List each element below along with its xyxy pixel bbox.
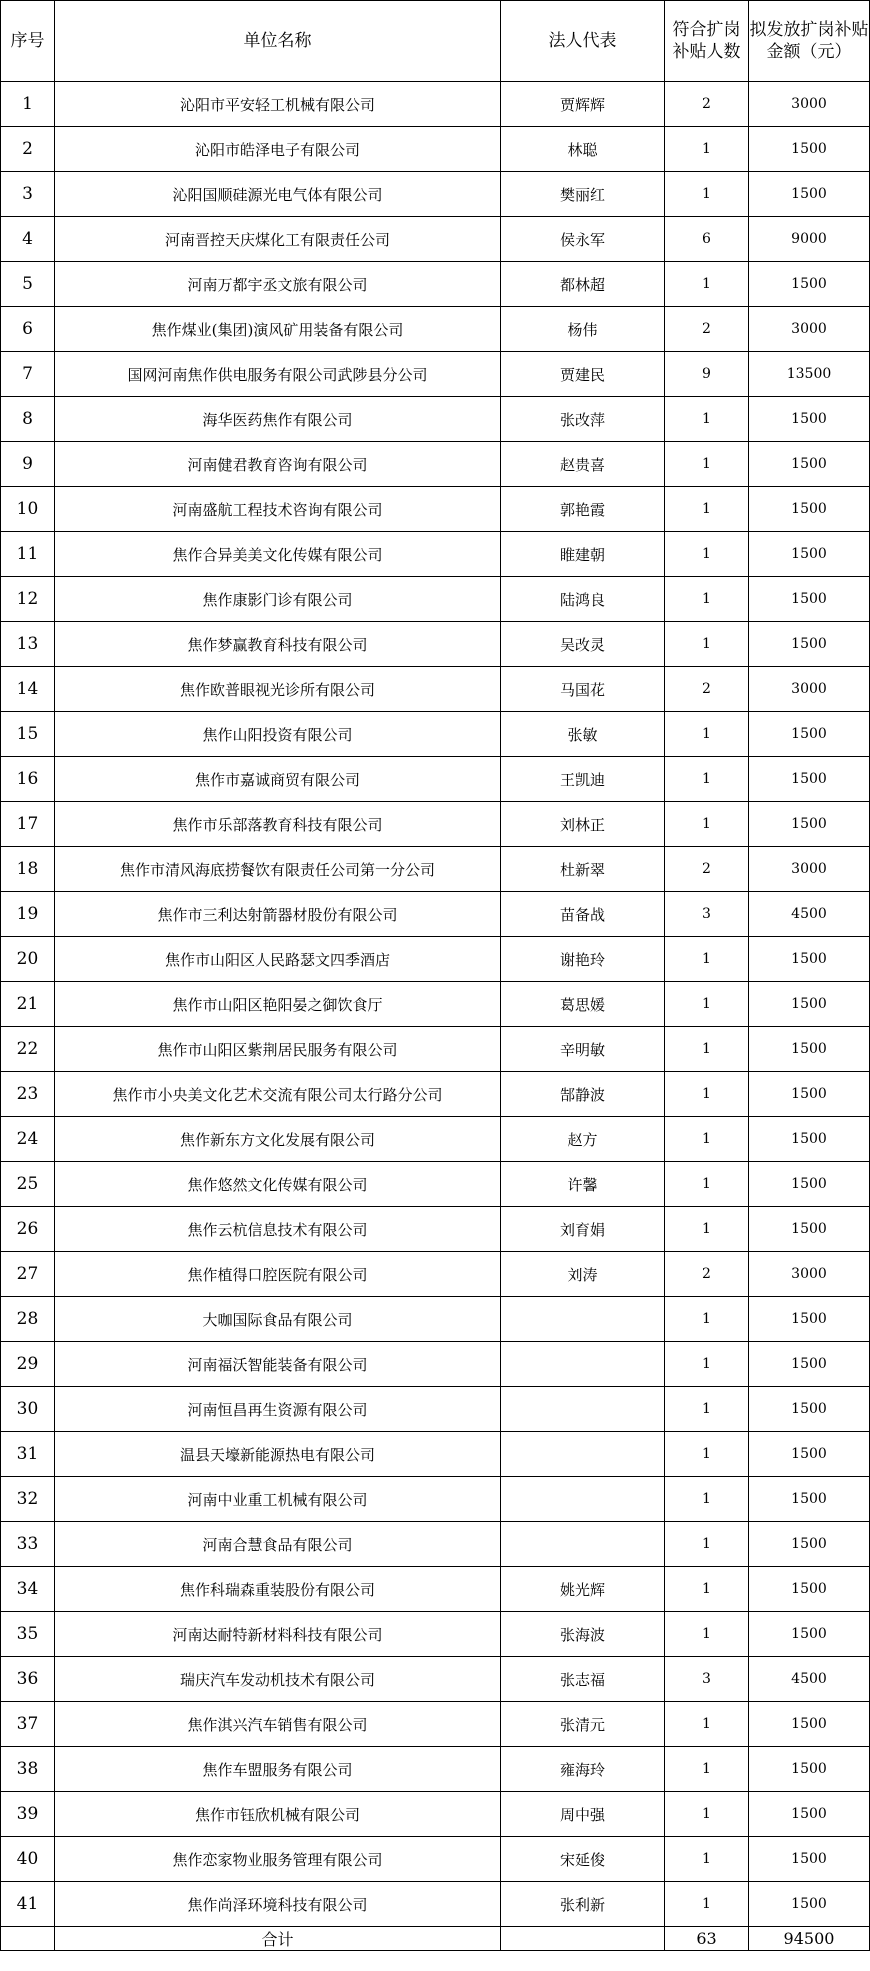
row-company-name: 温县天壕新能源热电有限公司: [55, 1432, 501, 1477]
table-row: [1, 1072, 870, 1117]
row-eligible-count: 1: [665, 1747, 749, 1792]
row-legal-rep: 张改萍: [501, 397, 665, 442]
row-company-name: 焦作欧普眼视光诊所有限公司: [55, 667, 501, 712]
row-index: 12: [1, 577, 55, 622]
row-subsidy-amount: 1500: [749, 127, 870, 172]
row-legal-rep: 张利新: [501, 1882, 665, 1927]
row-eligible-count: 1: [665, 397, 749, 442]
table-row: [1, 172, 870, 217]
row-legal-rep: 宋延俊: [501, 1837, 665, 1882]
row-eligible-count: 1: [665, 1342, 749, 1387]
row-subsidy-amount: 1500: [749, 172, 870, 217]
row-company-name: 河南合慧食品有限公司: [55, 1522, 501, 1567]
row-eligible-count: 2: [665, 1252, 749, 1297]
row-legal-rep: [501, 1477, 665, 1522]
row-eligible-count: 1: [665, 262, 749, 307]
row-legal-rep: 吴改灵: [501, 622, 665, 667]
row-legal-rep: 侯永军: [501, 217, 665, 262]
table-row: [1, 82, 870, 127]
row-subsidy-amount: 1500: [749, 262, 870, 307]
table-body: [1, 82, 870, 1927]
row-index: 33: [1, 1522, 55, 1567]
row-index: 27: [1, 1252, 55, 1297]
row-subsidy-amount: 1500: [749, 937, 870, 982]
row-eligible-count: 2: [665, 307, 749, 352]
row-eligible-count: 3: [665, 1657, 749, 1702]
row-eligible-count: 1: [665, 1072, 749, 1117]
row-company-name: 河南恒昌再生资源有限公司: [55, 1387, 501, 1432]
row-index: 23: [1, 1072, 55, 1117]
table-row: [1, 1702, 870, 1747]
table-row: [1, 1162, 870, 1207]
row-eligible-count: 1: [665, 172, 749, 217]
row-subsidy-amount: 3000: [749, 307, 870, 352]
row-legal-rep: 张海波: [501, 1612, 665, 1657]
row-index: 32: [1, 1477, 55, 1522]
table-row: [1, 487, 870, 532]
row-index: 37: [1, 1702, 55, 1747]
row-subsidy-amount: 1500: [749, 802, 870, 847]
table-row: [1, 757, 870, 802]
table-row: [1, 577, 870, 622]
row-company-name: 河南万都宇丞文旅有限公司: [55, 262, 501, 307]
row-index: 31: [1, 1432, 55, 1477]
row-legal-rep: 谢艳玲: [501, 937, 665, 982]
row-legal-rep: 张敏: [501, 712, 665, 757]
row-subsidy-amount: 13500: [749, 352, 870, 397]
row-eligible-count: 1: [665, 622, 749, 667]
header-eligible-count: 符合扩岗补贴人数: [665, 1, 749, 82]
header-legal-rep: 法人代表: [501, 1, 665, 82]
row-eligible-count: 1: [665, 1567, 749, 1612]
table-row: [1, 1207, 870, 1252]
row-company-name: 河南达耐特新材料科技有限公司: [55, 1612, 501, 1657]
row-company-name: 大咖国际食品有限公司: [55, 1297, 501, 1342]
row-legal-rep: 姚光辉: [501, 1567, 665, 1612]
row-eligible-count: 1: [665, 982, 749, 1027]
row-subsidy-amount: 3000: [749, 1252, 870, 1297]
total-index-cell: [1, 1927, 55, 1951]
row-eligible-count: 1: [665, 757, 749, 802]
row-legal-rep: 苗备战: [501, 892, 665, 937]
row-index: 21: [1, 982, 55, 1027]
row-subsidy-amount: 1500: [749, 1702, 870, 1747]
row-index: 4: [1, 217, 55, 262]
row-subsidy-amount: 1500: [749, 622, 870, 667]
row-index: 40: [1, 1837, 55, 1882]
total-amount: 94500: [749, 1927, 870, 1951]
row-company-name: 焦作梦赢教育科技有限公司: [55, 622, 501, 667]
row-subsidy-amount: 1500: [749, 1387, 870, 1432]
row-company-name: 焦作山阳投资有限公司: [55, 712, 501, 757]
row-eligible-count: 1: [665, 487, 749, 532]
table-row: [1, 1837, 870, 1882]
row-subsidy-amount: 1500: [749, 1612, 870, 1657]
table-row: [1, 127, 870, 172]
table-row: [1, 1252, 870, 1297]
row-index: 8: [1, 397, 55, 442]
row-subsidy-amount: 1500: [749, 712, 870, 757]
table-row: [1, 1342, 870, 1387]
row-legal-rep: [501, 1522, 665, 1567]
table-row: [1, 262, 870, 307]
row-eligible-count: 9: [665, 352, 749, 397]
row-index: 29: [1, 1342, 55, 1387]
row-eligible-count: 2: [665, 847, 749, 892]
table-row: [1, 622, 870, 667]
row-company-name: 河南福沃智能装备有限公司: [55, 1342, 501, 1387]
total-rep-cell: [501, 1927, 665, 1951]
row-subsidy-amount: 9000: [749, 217, 870, 262]
row-subsidy-amount: 1500: [749, 1792, 870, 1837]
header-row: [1, 1, 870, 82]
table-row: [1, 397, 870, 442]
row-legal-rep: 林聪: [501, 127, 665, 172]
row-index: 25: [1, 1162, 55, 1207]
row-index: 17: [1, 802, 55, 847]
row-index: 5: [1, 262, 55, 307]
row-subsidy-amount: 1500: [749, 1837, 870, 1882]
row-index: 39: [1, 1792, 55, 1837]
row-subsidy-amount: 1500: [749, 1567, 870, 1612]
row-eligible-count: 1: [665, 532, 749, 577]
row-eligible-count: 1: [665, 1477, 749, 1522]
row-index: 38: [1, 1747, 55, 1792]
row-company-name: 焦作市乐部落教育科技有限公司: [55, 802, 501, 847]
row-company-name: 焦作市山阳区紫荆居民服务有限公司: [55, 1027, 501, 1072]
row-index: 16: [1, 757, 55, 802]
row-subsidy-amount: 1500: [749, 1117, 870, 1162]
row-company-name: 焦作康影门诊有限公司: [55, 577, 501, 622]
row-company-name: 河南晋控天庆煤化工有限责任公司: [55, 217, 501, 262]
row-company-name: 焦作新东方文化发展有限公司: [55, 1117, 501, 1162]
row-legal-rep: 贾辉辉: [501, 82, 665, 127]
row-legal-rep: 赵方: [501, 1117, 665, 1162]
row-eligible-count: 6: [665, 217, 749, 262]
row-index: 2: [1, 127, 55, 172]
row-company-name: 国网河南焦作供电服务有限公司武陟县分公司: [55, 352, 501, 397]
row-company-name: 焦作植得口腔医院有限公司: [55, 1252, 501, 1297]
row-legal-rep: 睢建朝: [501, 532, 665, 577]
row-company-name: 焦作市山阳区人民路瑟文四季酒店: [55, 937, 501, 982]
table-row: [1, 892, 870, 937]
row-company-name: 瑞庆汽车发动机技术有限公司: [55, 1657, 501, 1702]
row-eligible-count: 1: [665, 1387, 749, 1432]
row-subsidy-amount: 1500: [749, 1342, 870, 1387]
row-eligible-count: 1: [665, 1612, 749, 1657]
row-index: 18: [1, 847, 55, 892]
header-company: 单位名称: [55, 1, 501, 82]
row-index: 15: [1, 712, 55, 757]
row-index: 24: [1, 1117, 55, 1162]
row-index: 9: [1, 442, 55, 487]
row-legal-rep: 雍海玲: [501, 1747, 665, 1792]
row-legal-rep: 赵贵喜: [501, 442, 665, 487]
row-subsidy-amount: 1500: [749, 1522, 870, 1567]
row-eligible-count: 1: [665, 937, 749, 982]
total-row: [1, 1927, 870, 1951]
row-company-name: 沁阳市平安轻工机械有限公司: [55, 82, 501, 127]
table-row: [1, 847, 870, 892]
row-company-name: 焦作恋家物业服务管理有限公司: [55, 1837, 501, 1882]
row-company-name: 焦作市嘉诚商贸有限公司: [55, 757, 501, 802]
row-legal-rep: 贾建民: [501, 352, 665, 397]
table-row: [1, 1882, 870, 1927]
total-count: 63: [665, 1927, 749, 1951]
row-index: 41: [1, 1882, 55, 1927]
table-row: [1, 712, 870, 757]
row-company-name: 焦作科瑞森重装股份有限公司: [55, 1567, 501, 1612]
row-company-name: 河南中业重工机械有限公司: [55, 1477, 501, 1522]
row-eligible-count: 1: [665, 1522, 749, 1567]
table-row: [1, 1792, 870, 1837]
row-eligible-count: 1: [665, 1162, 749, 1207]
row-company-name: 焦作云杭信息技术有限公司: [55, 1207, 501, 1252]
row-subsidy-amount: 4500: [749, 1657, 870, 1702]
row-legal-rep: 郜静波: [501, 1072, 665, 1117]
table-row: [1, 1432, 870, 1477]
row-legal-rep: [501, 1297, 665, 1342]
row-eligible-count: 1: [665, 712, 749, 757]
row-index: 35: [1, 1612, 55, 1657]
row-eligible-count: 2: [665, 667, 749, 712]
table-row: [1, 667, 870, 712]
table-row: [1, 1747, 870, 1792]
table-row: [1, 442, 870, 487]
row-legal-rep: 杜新翠: [501, 847, 665, 892]
row-subsidy-amount: 1500: [749, 1882, 870, 1927]
row-subsidy-amount: 1500: [749, 1747, 870, 1792]
row-index: 20: [1, 937, 55, 982]
total-label: 合计: [55, 1927, 501, 1951]
row-subsidy-amount: 1500: [749, 1477, 870, 1522]
row-eligible-count: 1: [665, 1837, 749, 1882]
row-index: 30: [1, 1387, 55, 1432]
row-legal-rep: 樊丽红: [501, 172, 665, 217]
table-row: [1, 532, 870, 577]
row-company-name: 河南健君教育咨询有限公司: [55, 442, 501, 487]
table-row: [1, 1477, 870, 1522]
row-eligible-count: 1: [665, 577, 749, 622]
row-company-name: 焦作煤业(集团)演风矿用装备有限公司: [55, 307, 501, 352]
row-eligible-count: 1: [665, 1117, 749, 1162]
row-subsidy-amount: 1500: [749, 442, 870, 487]
row-index: 26: [1, 1207, 55, 1252]
row-legal-rep: 刘育娟: [501, 1207, 665, 1252]
row-company-name: 沁阳市皓泽电子有限公司: [55, 127, 501, 172]
table-row: [1, 1387, 870, 1432]
row-legal-rep: [501, 1342, 665, 1387]
table-row: [1, 1522, 870, 1567]
row-company-name: 焦作尚泽环境科技有限公司: [55, 1882, 501, 1927]
row-legal-rep: 刘涛: [501, 1252, 665, 1297]
row-company-name: 焦作市三利达射箭器材股份有限公司: [55, 892, 501, 937]
row-legal-rep: 郭艳霞: [501, 487, 665, 532]
row-company-name: 焦作悠然文化传媒有限公司: [55, 1162, 501, 1207]
row-company-name: 焦作市山阳区艳阳晏之御饮食厅: [55, 982, 501, 1027]
table-row: [1, 937, 870, 982]
row-eligible-count: 1: [665, 802, 749, 847]
table-row: [1, 802, 870, 847]
row-legal-rep: 许馨: [501, 1162, 665, 1207]
table-row: [1, 307, 870, 352]
row-legal-rep: 辛明敏: [501, 1027, 665, 1072]
row-index: 13: [1, 622, 55, 667]
row-index: 14: [1, 667, 55, 712]
row-index: 1: [1, 82, 55, 127]
row-company-name: 焦作市清风海底捞餐饮有限责任公司第一分公司: [55, 847, 501, 892]
row-subsidy-amount: 3000: [749, 847, 870, 892]
row-index: 6: [1, 307, 55, 352]
row-index: 11: [1, 532, 55, 577]
row-subsidy-amount: 1500: [749, 577, 870, 622]
row-eligible-count: 1: [665, 1882, 749, 1927]
row-legal-rep: 刘林正: [501, 802, 665, 847]
row-company-name: 河南盛航工程技术咨询有限公司: [55, 487, 501, 532]
header-index: 序号: [1, 1, 55, 82]
row-subsidy-amount: 3000: [749, 667, 870, 712]
row-subsidy-amount: 1500: [749, 757, 870, 802]
row-subsidy-amount: 4500: [749, 892, 870, 937]
row-eligible-count: 1: [665, 1702, 749, 1747]
row-company-name: 焦作合异美美文化传媒有限公司: [55, 532, 501, 577]
row-legal-rep: 杨伟: [501, 307, 665, 352]
row-legal-rep: [501, 1387, 665, 1432]
row-subsidy-amount: 1500: [749, 532, 870, 577]
row-company-name: 海华医药焦作有限公司: [55, 397, 501, 442]
row-eligible-count: 1: [665, 1432, 749, 1477]
table-row: [1, 1612, 870, 1657]
row-company-name: 焦作市钰欣机械有限公司: [55, 1792, 501, 1837]
row-subsidy-amount: 1500: [749, 1027, 870, 1072]
header-subsidy-amount: 拟发放扩岗补贴金额（元）: [749, 1, 870, 82]
row-index: 28: [1, 1297, 55, 1342]
row-subsidy-amount: 1500: [749, 487, 870, 532]
row-subsidy-amount: 1500: [749, 1162, 870, 1207]
row-subsidy-amount: 1500: [749, 1072, 870, 1117]
table-row: [1, 217, 870, 262]
table-row: [1, 982, 870, 1027]
row-eligible-count: 3: [665, 892, 749, 937]
row-legal-rep: 都林超: [501, 262, 665, 307]
row-index: 19: [1, 892, 55, 937]
row-eligible-count: 1: [665, 1027, 749, 1072]
row-legal-rep: 葛思媛: [501, 982, 665, 1027]
table-row: [1, 1297, 870, 1342]
row-index: 10: [1, 487, 55, 532]
row-legal-rep: 周中强: [501, 1792, 665, 1837]
row-company-name: 焦作车盟服务有限公司: [55, 1747, 501, 1792]
row-index: 7: [1, 352, 55, 397]
row-legal-rep: 张清元: [501, 1702, 665, 1747]
row-eligible-count: 1: [665, 127, 749, 172]
row-eligible-count: 1: [665, 1207, 749, 1252]
table-row: [1, 1027, 870, 1072]
row-index: 36: [1, 1657, 55, 1702]
row-company-name: 焦作淇兴汽车销售有限公司: [55, 1702, 501, 1747]
row-legal-rep: 陆鸿良: [501, 577, 665, 622]
row-subsidy-amount: 1500: [749, 1432, 870, 1477]
row-subsidy-amount: 1500: [749, 397, 870, 442]
row-company-name: 焦作市小央美文化艺术交流有限公司太行路分公司: [55, 1072, 501, 1117]
row-eligible-count: 1: [665, 442, 749, 487]
row-legal-rep: [501, 1432, 665, 1477]
row-eligible-count: 2: [665, 82, 749, 127]
row-subsidy-amount: 1500: [749, 1207, 870, 1252]
table-row: [1, 352, 870, 397]
row-index: 34: [1, 1567, 55, 1612]
row-eligible-count: 1: [665, 1792, 749, 1837]
row-subsidy-amount: 1500: [749, 1297, 870, 1342]
row-subsidy-amount: 1500: [749, 982, 870, 1027]
row-legal-rep: 马国花: [501, 667, 665, 712]
row-index: 3: [1, 172, 55, 217]
table-row: [1, 1567, 870, 1612]
table-row: [1, 1117, 870, 1162]
table-row: [1, 1657, 870, 1702]
row-legal-rep: 王凯迪: [501, 757, 665, 802]
row-index: 22: [1, 1027, 55, 1072]
row-legal-rep: 张志福: [501, 1657, 665, 1702]
row-subsidy-amount: 3000: [749, 82, 870, 127]
row-eligible-count: 1: [665, 1297, 749, 1342]
row-company-name: 沁阳国顺硅源光电气体有限公司: [55, 172, 501, 217]
